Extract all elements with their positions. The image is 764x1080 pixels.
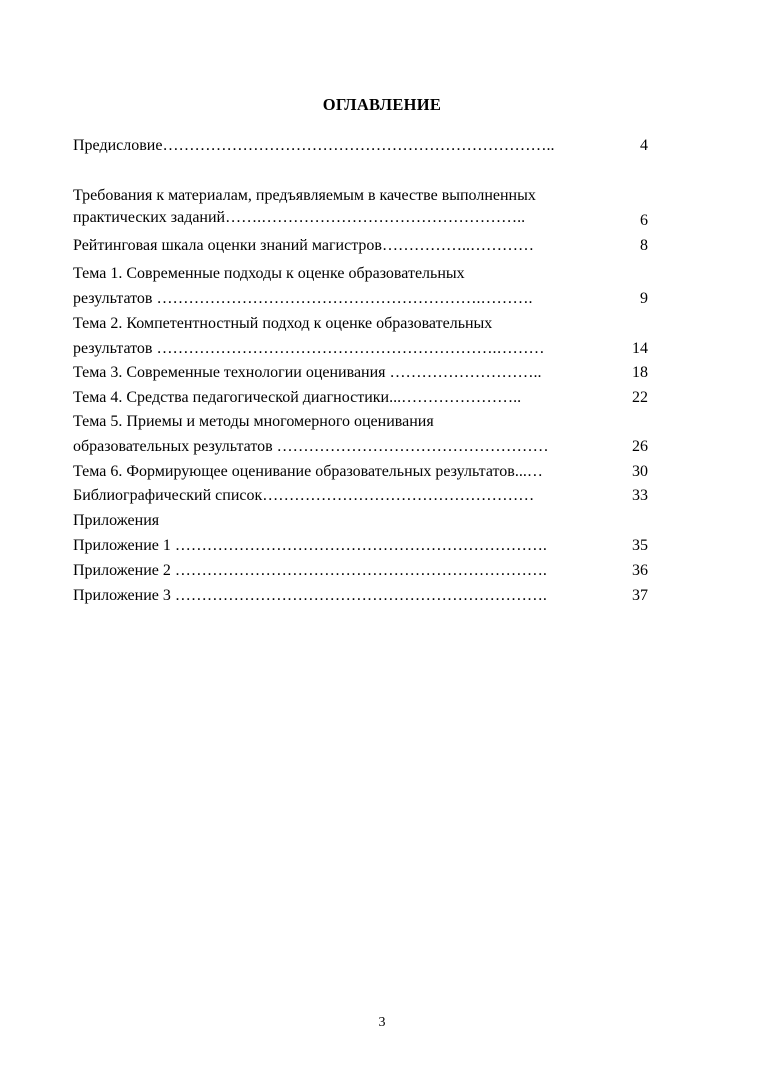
toc-entry-topic-3[interactable]: Тема 3. Современные технологии оценивания ……………………….. — [73, 364, 542, 381]
toc-entry-preface[interactable]: Предисловие……………………………………………………………….. — [73, 137, 555, 154]
toc-page-number: 33 — [632, 487, 648, 504]
toc-page-number: 8 — [640, 237, 648, 254]
toc-entry-requirements-cont[interactable]: практических заданий…….………………………………………….. — [73, 209, 526, 226]
toc-entry-appendix-3[interactable]: Приложение 3 ……………………………………………………………. — [73, 587, 547, 604]
toc-entry-topic-5-cont[interactable]: образовательных результатов …………………………………………… — [73, 438, 549, 455]
toc-page-number: 6 — [640, 212, 648, 229]
toc-entry-rating-scale[interactable]: Рейтинговая шкала оценки знаний магистров……………..………… — [73, 237, 534, 254]
toc-entry-topic-2-cont[interactable]: результатов ……………………………………………………….……… — [73, 340, 545, 357]
toc-page-number: 36 — [632, 562, 648, 579]
toc-entry-topic-4[interactable]: Тема 4. Средства педагогической диагностики...………………….. — [73, 389, 522, 406]
toc-entry-topic-1-cont[interactable]: результатов …………………………………………………….………. — [73, 290, 533, 307]
page-title: ОГЛАВЛЕНИЕ — [322, 95, 442, 114]
toc-entry-topic-1[interactable]: Тема 1. Современные подходы к оценке образовательных — [73, 265, 465, 282]
toc-page-number: 30 — [632, 463, 648, 480]
toc-page-number: 14 — [632, 340, 648, 357]
toc-entry-topic-2[interactable]: Тема 2. Компетентностный подход к оценке образовательных — [73, 315, 493, 332]
toc-page-number: 22 — [632, 389, 648, 406]
toc-page-number: 35 — [632, 537, 648, 554]
toc-page-number: 9 — [640, 290, 648, 307]
footer-page-number: 3 — [378, 1015, 386, 1030]
toc-entry-requirements[interactable]: Требования к материалам, предъявляемым в качестве выполненных — [73, 187, 536, 204]
toc-page-number: 4 — [640, 137, 648, 154]
toc-page-number: 37 — [632, 587, 648, 604]
toc-entry-appendices[interactable]: Приложения — [73, 512, 160, 529]
toc-entry-topic-5[interactable]: Тема 5. Приемы и методы многомерного оценивания — [73, 413, 434, 430]
toc-entry-appendix-2[interactable]: Приложение 2 ……………………………………………………………. — [73, 562, 547, 579]
toc-entry-topic-6[interactable]: Тема 6. Формирующее оценивание образовательных результатов...… — [73, 463, 543, 480]
toc-entry-bibliography[interactable]: Библиографический список…………………………………………… — [73, 487, 535, 504]
toc-entry-appendix-1[interactable]: Приложение 1 ……………………………………………………………. — [73, 537, 547, 554]
toc-page-number: 18 — [632, 364, 648, 381]
toc-page-number: 26 — [632, 438, 648, 455]
